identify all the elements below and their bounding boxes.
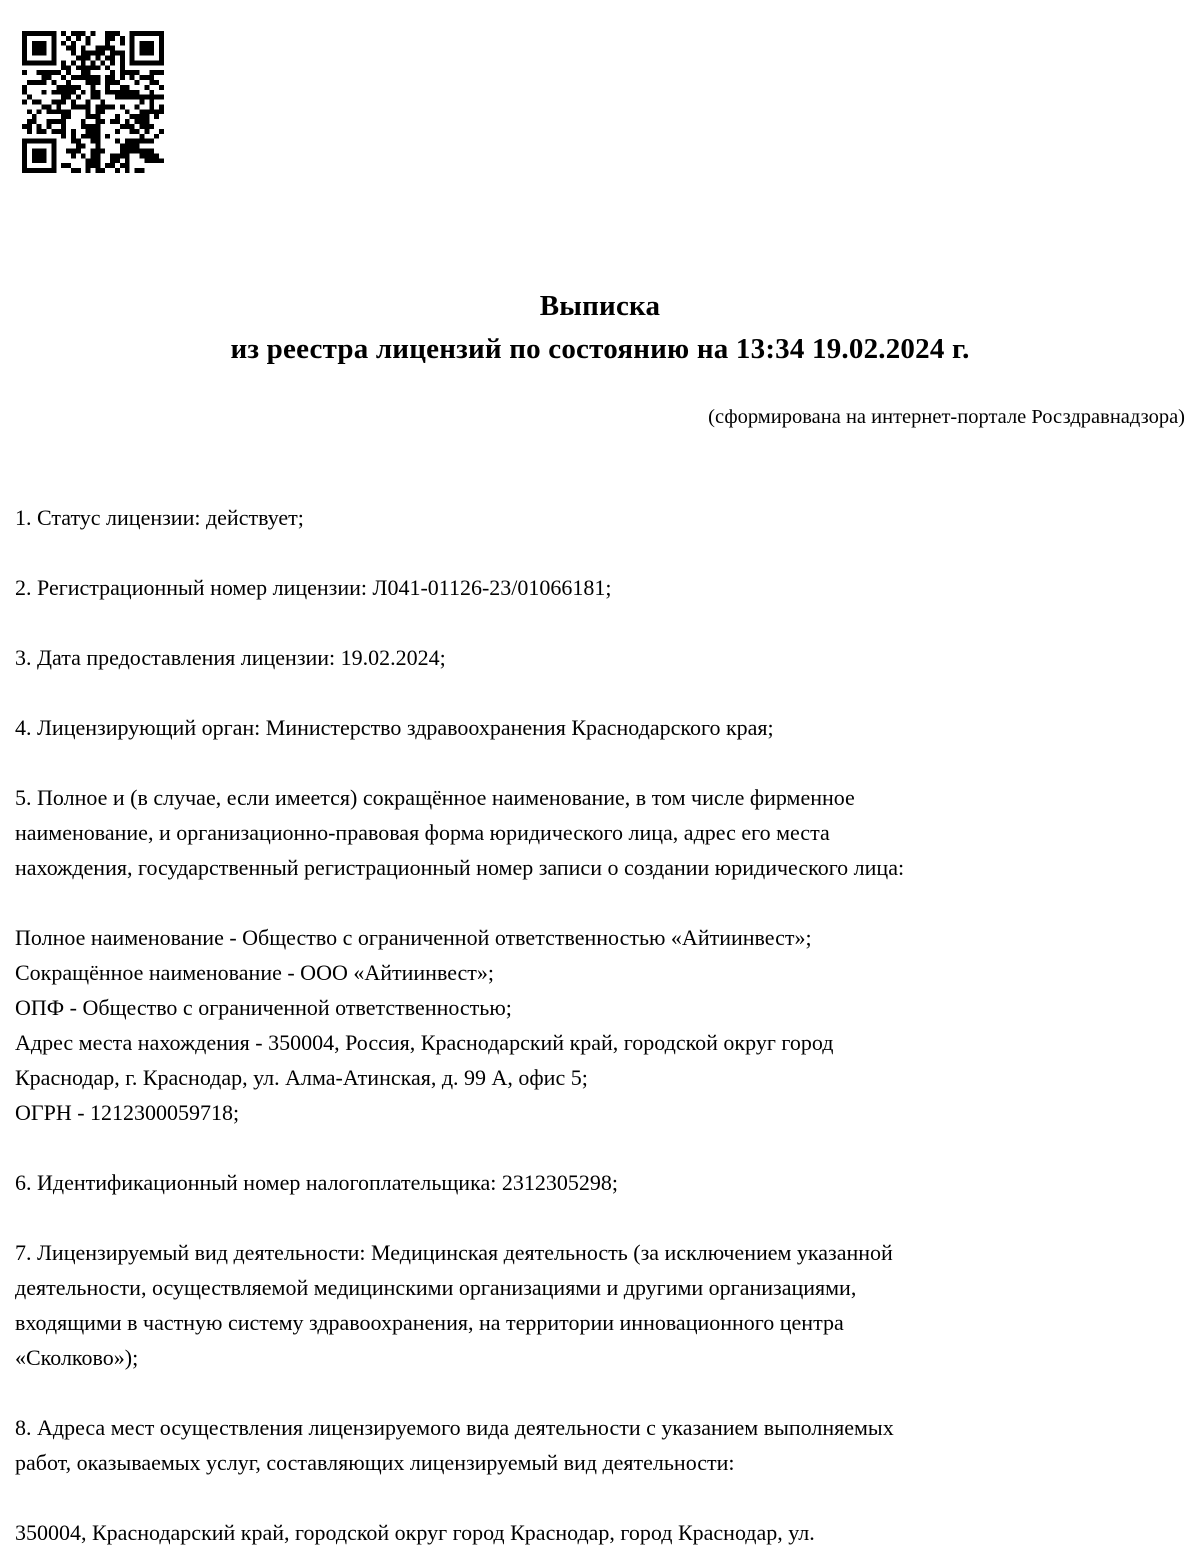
paragraph-9 bbox=[15, 1410, 1185, 1480]
paragraph-2-line-1: 2. Регистрационный номер лицензии: Л041-01126-23/01066181; bbox=[15, 575, 612, 600]
paragraph-7-line-1: 6. Идентификационный номер налогоплательщика: 2312305298; bbox=[15, 1170, 618, 1195]
paragraph-6-line-2: Сокращённое наименование - ООО «Айтиинвест»; bbox=[15, 960, 495, 985]
paragraph-8-line-3: входящими в частную систему здравоохранения, на территории инновационного центра bbox=[15, 1310, 844, 1335]
paragraph-5-line-1: 5. Полное и (в случае, если имеется) сокращённое наименование, в том числе фирменное bbox=[15, 785, 855, 810]
paragraph-6-line-4: Адрес места нахождения - 350004, Россия, Краснодарский край, городской округ город bbox=[15, 1030, 834, 1055]
paragraph-6 bbox=[15, 920, 1185, 1130]
paragraph-3 bbox=[15, 640, 1185, 675]
paragraph-6-line-3: ОПФ - Общество с ограниченной ответственностью; bbox=[15, 995, 512, 1020]
paragraph-5-line-2: наименование, и организационно-правовая форма юридического лица, адрес его места bbox=[15, 820, 830, 845]
paragraph-8-line-2: деятельности, осуществляемой медицинскими организациями и другими организациями, bbox=[15, 1275, 857, 1300]
paragraph-6-line-5: Краснодар, г. Краснодар, ул. Алма-Атинская, д. 99 А, офис 5; bbox=[15, 1065, 588, 1090]
document-body bbox=[0, 500, 1200, 1550]
paragraph-1 bbox=[15, 500, 1185, 535]
paragraph-6-line-6: ОГРН - 1212300059718; bbox=[15, 1100, 240, 1125]
paragraph-10-line-1: 350004, Краснодарский край, городской округ город Краснодар, город Краснодар, ул. bbox=[15, 1520, 815, 1545]
paragraph-1-line-1: 1. Статус лицензии: действует; bbox=[15, 505, 304, 530]
paragraph-5 bbox=[15, 780, 1185, 885]
paragraph-9-line-2: работ, оказываемых услуг, составляющих лицензируемый вид деятельности: bbox=[15, 1450, 735, 1475]
document-title bbox=[0, 285, 1200, 371]
paragraph-10 bbox=[15, 1515, 1185, 1550]
paragraph-8 bbox=[15, 1235, 1185, 1375]
title-line-2: из реестра лицензий по состоянию на 13:34 19.02.2024 г. bbox=[230, 333, 970, 365]
paragraph-4-line-1: 4. Лицензирующий орган: Министерство здравоохранения Краснодарского края; bbox=[15, 715, 774, 740]
qr-code-icon bbox=[22, 31, 164, 173]
paragraph-2 bbox=[15, 570, 1185, 605]
paragraph-3-line-1: 3. Дата предоставления лицензии: 19.02.2024; bbox=[15, 645, 446, 670]
document-subtitle: (сформирована на интернет-портале Росздравнадзора) bbox=[708, 406, 1185, 428]
paragraph-8-line-1: 7. Лицензируемый вид деятельности: Медицинская деятельность (за исключением указанной bbox=[15, 1240, 893, 1265]
paragraph-4 bbox=[15, 710, 1185, 745]
paragraph-9-line-1: 8. Адреса мест осуществления лицензируемого вида деятельности с указанием выполняемых bbox=[15, 1415, 894, 1440]
paragraph-5-line-3: нахождения, государственный регистрационный номер записи о создании юридического лица: bbox=[15, 855, 905, 880]
paragraph-7 bbox=[15, 1165, 1185, 1200]
paragraph-8-line-4: «Сколково»); bbox=[15, 1345, 139, 1370]
paragraph-6-line-1: Полное наименование - Общество с ограниченной ответственностью «Айтиинвест»; bbox=[15, 925, 812, 950]
title-line-1: Выписка bbox=[539, 290, 661, 322]
